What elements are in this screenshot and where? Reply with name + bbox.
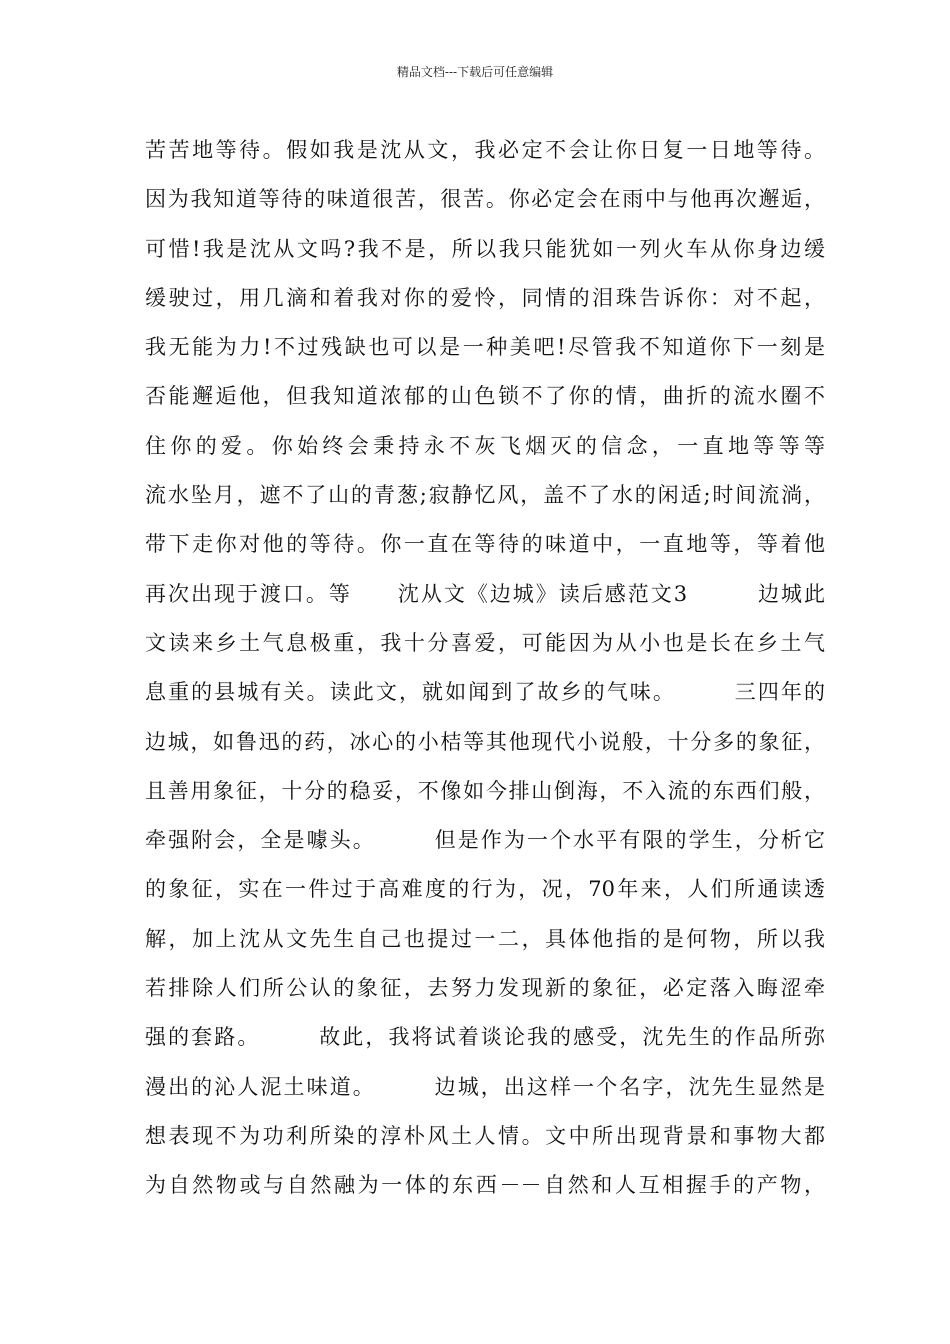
text-line: 漫出的沁人泥土味道。 边城，出这样一个名字，沈先生显然是 — [145, 1074, 825, 1099]
text-line: 我无能为力!不过残缺也可以是一种美吧!尽管我不知道你下一刻是 — [145, 335, 825, 360]
text-line: 否能邂逅他，但我知道浓郁的山色锁不了你的情，曲折的流水圈不 — [145, 384, 825, 409]
text-line: 的象征，实在一件过于高难度的行为，况，70年来，人们所通读透 — [145, 877, 825, 902]
text-line: 且善用象征，十分的稳妥，不像如今排山倒海，不入流的东西们般， — [145, 778, 825, 803]
page-header: 精品文档---下载后可任意编辑 — [396, 65, 554, 79]
text-line: 再次出现于渡口。等 沈从文《边城》读后感范文3 边城此 — [145, 581, 825, 606]
text-line: 带下走你对他的等待。你一直在等待的味道中，一直地等，等着他 — [145, 532, 825, 557]
text-line: 流水坠月，遮不了山的青葱;寂静忆风，盖不了水的闲适;时间流淌， — [145, 483, 825, 508]
text-line: 缓驶过，用几滴和着我对你的爱怜，同情的泪珠告诉你：对不起， — [145, 285, 825, 310]
document-body — [145, 126, 825, 1211]
text-line: 强的套路。 故此，我将试着谈论我的感受，沈先生的作品所弥 — [145, 1025, 825, 1050]
text-line: 苦苦地等待。假如我是沈从文，我必定不会让你日复一日地等待。 — [145, 138, 825, 162]
text-line: 解，加上沈从文先生自己也提过一二，具体他指的是何物，所以我 — [145, 926, 825, 951]
text-line: 为自然物或与自然融为一体的东西－－自然和人互相握手的产物， — [145, 1173, 825, 1198]
text-line: 可惜!我是沈从文吗?我不是，所以我只能犹如一列火车从你身边缓 — [145, 236, 825, 261]
text-line: 文读来乡土气息极重，我十分喜爱，可能因为从小也是长在乡土气 — [145, 630, 825, 655]
text-line: 边城，如鲁迅的药，冰心的小桔等其他现代小说般，十分多的象征， — [145, 729, 825, 754]
text-line: 想表现不为功利所染的淳朴风土人情。文中所出现背景和事物大都 — [145, 1123, 825, 1148]
text-line: 若排除人们所公认的象征，去努力发现新的象征，必定落入晦涩牵 — [145, 976, 825, 1001]
text-line: 因为我知道等待的味道很苦，很苦。你必定会在雨中与他再次邂逅， — [145, 187, 825, 212]
text-line: 住你的爱。你始终会秉持永不灰飞烟灭的信念，一直地等等等 — [145, 433, 825, 458]
text-line: 息重的县城有关。读此文，就如闻到了故乡的气味。 三四年的 — [145, 680, 825, 705]
text-line: 牵强附会，全是噱头。 但是作为一个水平有限的学生，分析它 — [145, 828, 825, 853]
